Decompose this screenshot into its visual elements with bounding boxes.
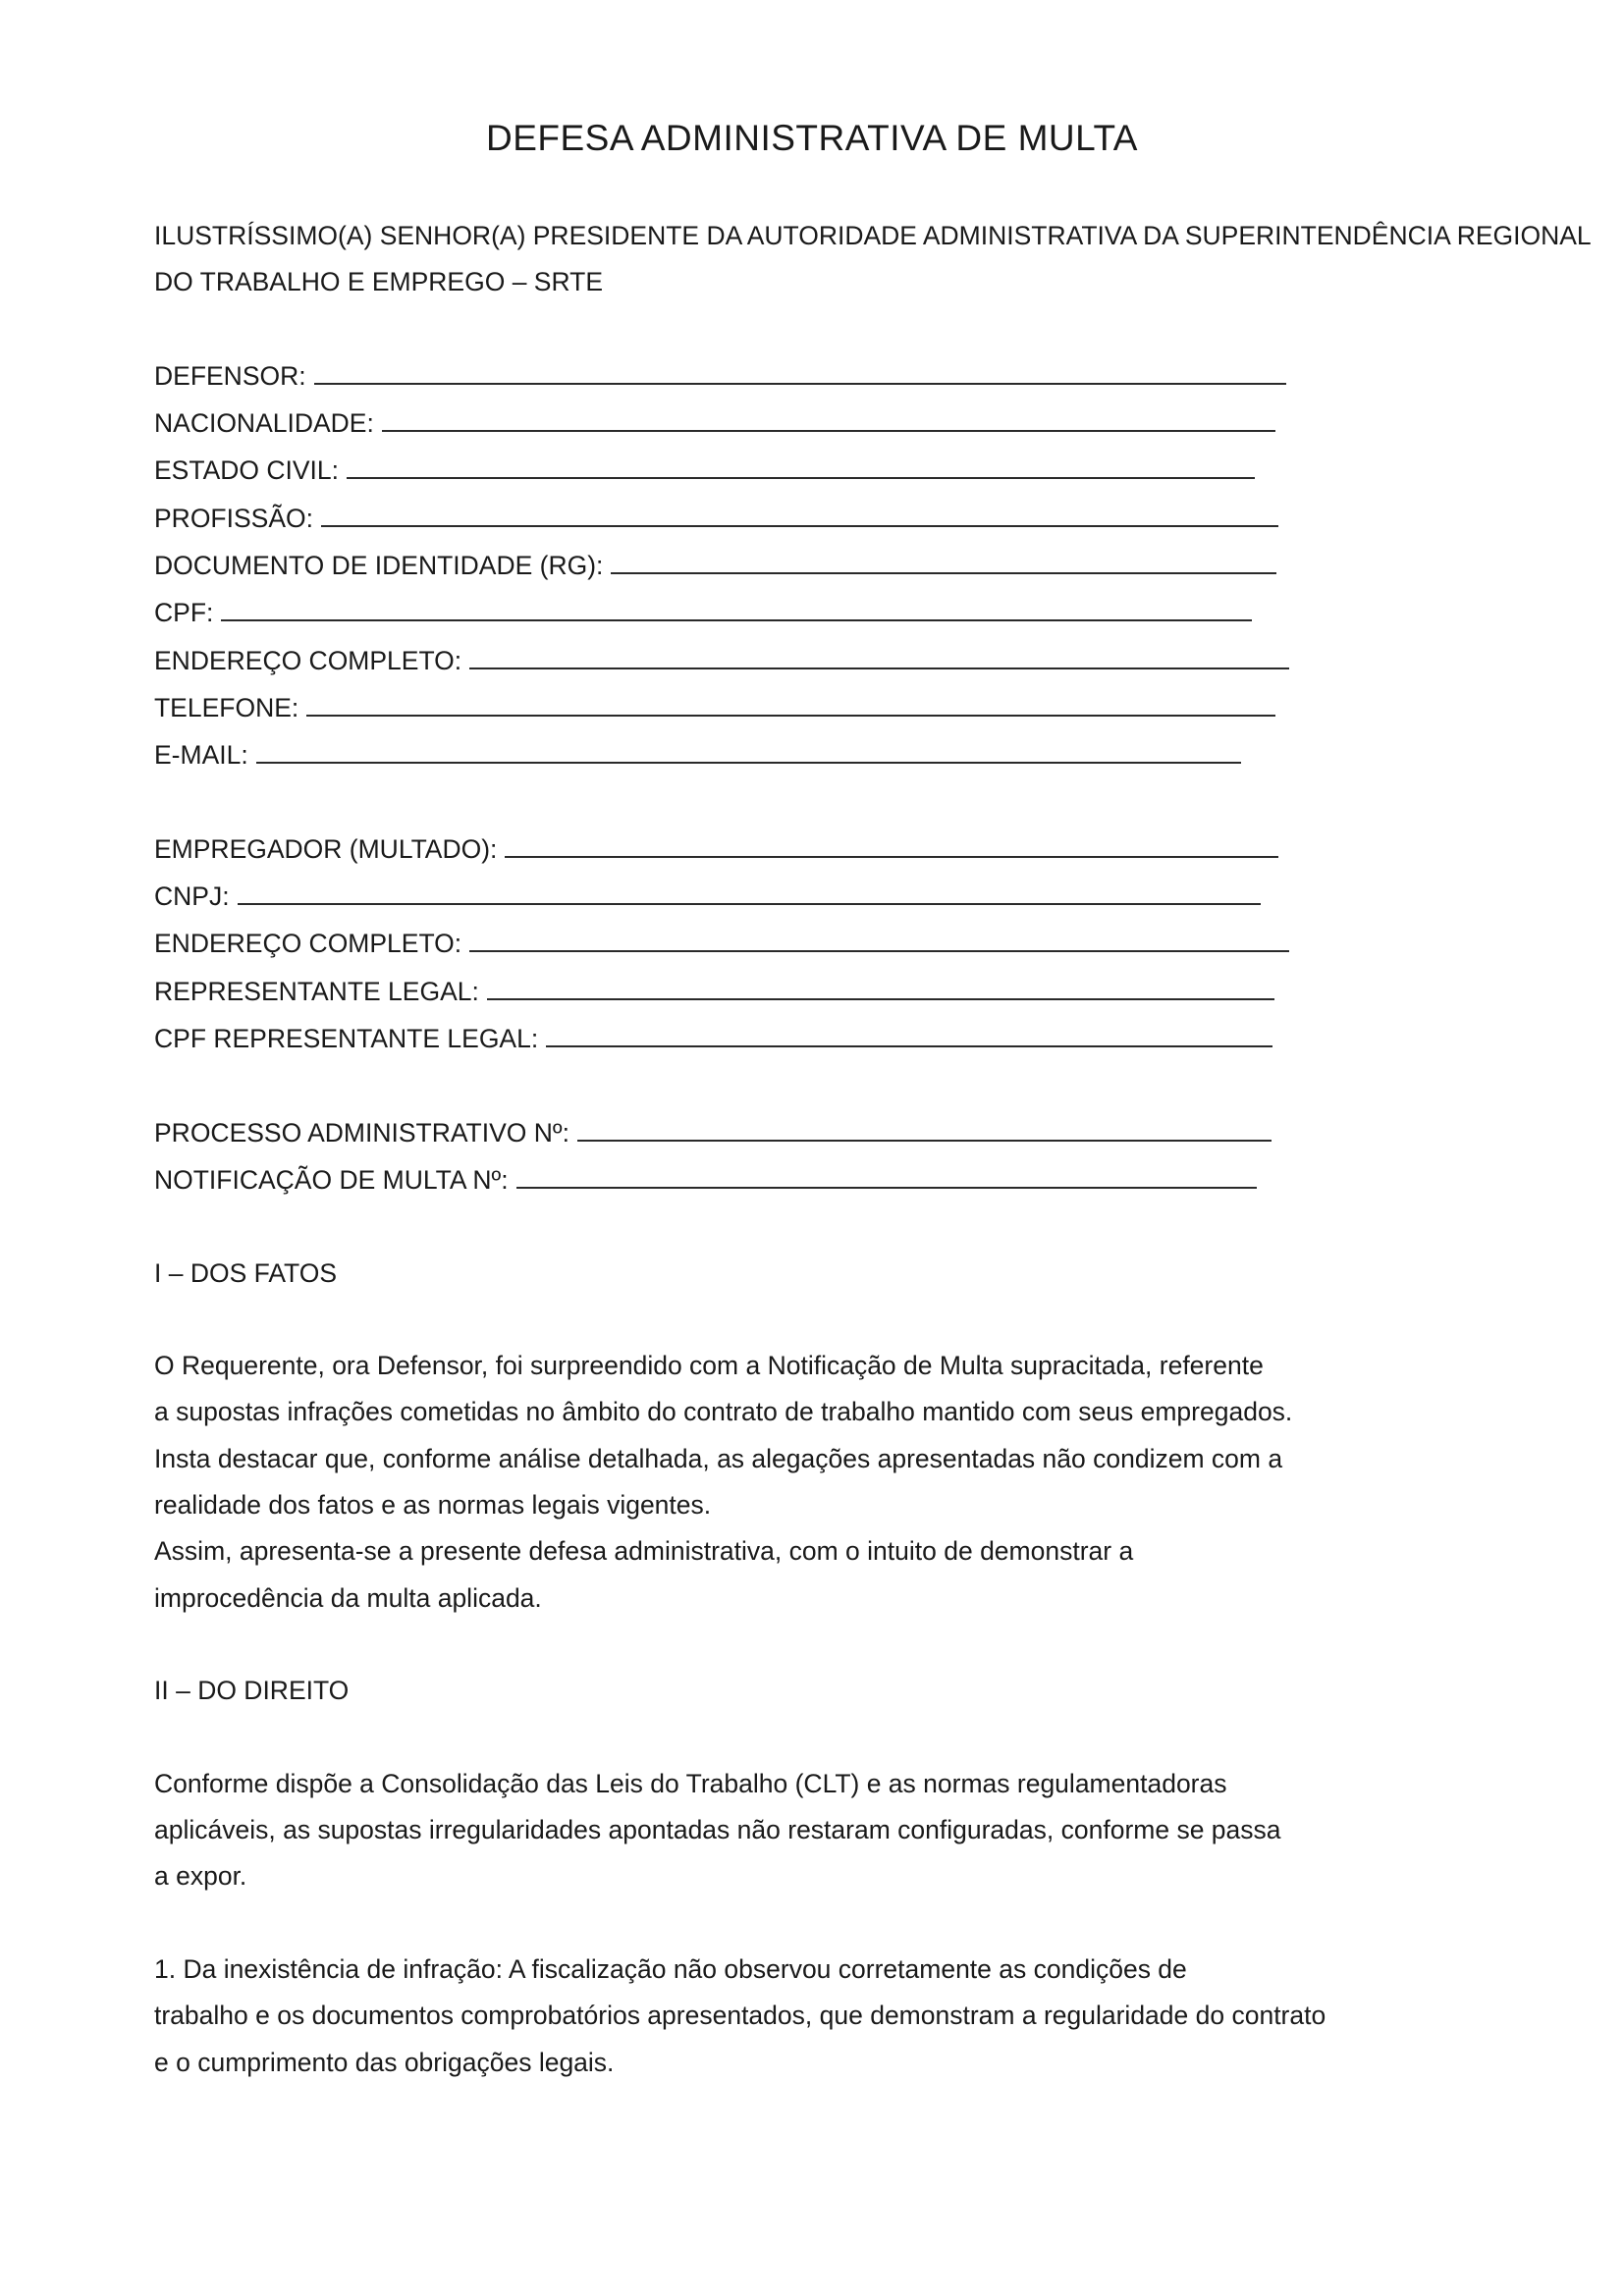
field-cpf-representante (154, 1015, 1624, 1062)
fill-line[interactable] (306, 684, 1275, 717)
fill-line[interactable] (516, 1156, 1257, 1189)
field-notificacao (154, 1156, 1624, 1203)
section-heading-fatos: I – DOS FATOS (154, 1257, 338, 1288)
fill-line[interactable] (469, 637, 1289, 669)
paragraph-line: O Requerente, ora Defensor, foi surpreendido com a Notificação de Multa supracitada, referente (154, 1351, 1264, 1381)
spacer (154, 1900, 1624, 1947)
spacer (154, 1062, 1624, 1108)
field-label: DEFENSOR: (154, 360, 306, 391)
paragraph-line: a supostas infrações cometidas no âmbito do contrato de trabalho mantido com seus empregados. (154, 1397, 1293, 1427)
paragraph-line: trabalho e os documentos comprobatórios apresentados, que demonstram a regularidade do contrato (154, 2001, 1326, 2031)
field-endereco (154, 637, 1624, 684)
paragraph-line: aplicáveis, as supostas irregularidades apontadas não restaram configuradas, conforme se passa (154, 1815, 1281, 1845)
field-empregador (154, 826, 1624, 873)
field-rg (154, 542, 1624, 589)
field-label: CNPJ: (154, 881, 230, 912)
spacer (154, 779, 1624, 826)
section-heading-direito: II – DO DIREITO (154, 1676, 350, 1706)
document-title: DEFESA ADMINISTRATIVA DE MULTA (486, 118, 1138, 158)
field-label: DOCUMENTO DE IDENTIDADE (RG): (154, 551, 604, 581)
fill-line[interactable] (314, 352, 1286, 385)
paragraph-line: Assim, apresenta-se a presente defesa administrativa, com o intuito de demonstrar a (154, 1536, 1134, 1567)
field-label: E-MAIL: (154, 740, 248, 771)
spacer (154, 1203, 1624, 1250)
document-body (154, 213, 1624, 2086)
addressee-line-1: ILUSTRÍSSIMO(A) SENHOR(A) PRESIDENTE DA AUTORIDADE ADMINISTRATIVA DA SUPERINTENDÊNCIA REGIONAL (154, 221, 1592, 250)
field-label: CPF REPRESENTANTE LEGAL: (154, 1024, 539, 1054)
fill-line[interactable] (577, 1109, 1272, 1142)
field-label: ENDEREÇO COMPLETO: (154, 929, 462, 959)
fill-line[interactable] (611, 542, 1276, 574)
field-processo (154, 1109, 1624, 1156)
spacer (154, 306, 1624, 352)
field-cpf (154, 589, 1624, 636)
paragraph-line: Conforme dispõe a Consolidação das Leis do Trabalho (CLT) e as normas regulamentadoras (154, 1768, 1227, 1798)
field-representante (154, 968, 1624, 1015)
field-telefone (154, 684, 1624, 731)
spacer (154, 1715, 1624, 1761)
fill-line[interactable] (321, 495, 1278, 527)
field-profissao (154, 495, 1624, 542)
paragraph-line: realidade dos fatos e as normas legais vigentes. (154, 1490, 712, 1521)
field-label: ENDEREÇO COMPLETO: (154, 645, 462, 675)
spacer (154, 1297, 1624, 1343)
paragraph-line: a expor. (154, 1861, 247, 1892)
field-label: ESTADO CIVIL: (154, 455, 339, 486)
fill-line[interactable] (546, 1015, 1272, 1047)
paragraph-line: e o cumprimento das obrigações legais. (154, 2047, 615, 2077)
fill-line[interactable] (347, 447, 1255, 479)
field-cnpj (154, 873, 1624, 920)
addressee-line-2: DO TRABALHO E EMPREGO – SRTE (154, 267, 603, 297)
fill-line[interactable] (505, 826, 1278, 858)
fill-line[interactable] (487, 968, 1274, 1000)
field-estado-civil (154, 447, 1624, 494)
field-email (154, 731, 1624, 778)
field-label: CPF: (154, 598, 214, 628)
fill-line[interactable] (238, 873, 1261, 905)
field-label: PROCESSO ADMINISTRATIVO Nº: (154, 1117, 569, 1148)
spacer (154, 1622, 1624, 1668)
paragraph-line: Insta destacar que, conforme análise detalhada, as alegações apresentadas não condizem com a (154, 1443, 1283, 1473)
fill-line[interactable] (256, 731, 1241, 764)
fill-line[interactable] (221, 589, 1252, 621)
field-label: NACIONALIDADE: (154, 408, 374, 439)
field-nacionalidade (154, 400, 1624, 447)
paragraph-line: improcedência da multa aplicada. (154, 1582, 542, 1613)
field-defensor (154, 352, 1624, 400)
paragraph-line: 1. Da inexistência de infração: A fiscalização não observou corretamente as condições de (154, 1953, 1187, 1984)
field-label: PROFISSÃO: (154, 503, 313, 533)
field-label: NOTIFICAÇÃO DE MULTA Nº: (154, 1164, 509, 1195)
fill-line[interactable] (382, 400, 1275, 432)
field-label: EMPREGADOR (MULTADO): (154, 833, 498, 864)
field-label: TELEFONE: (154, 692, 299, 722)
fill-line[interactable] (469, 920, 1289, 952)
field-endereco-empregador (154, 920, 1624, 967)
field-label: REPRESENTANTE LEGAL: (154, 976, 479, 1006)
